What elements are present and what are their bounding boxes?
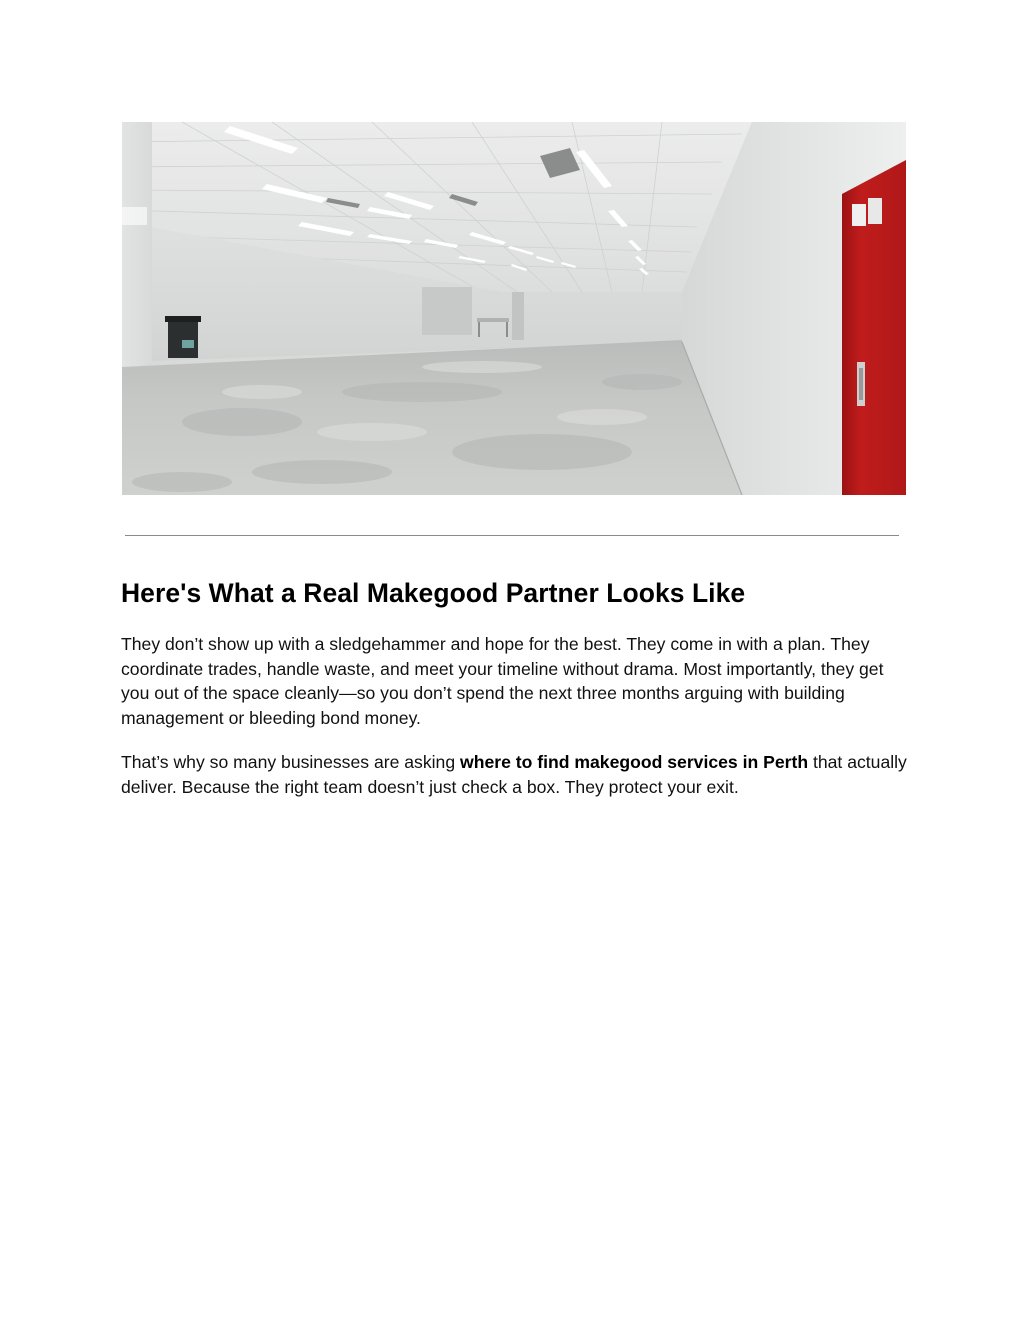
paragraph-text-after: that actually deliver. Because the right team doesn’t just check a box. They protect your exit.	[121, 752, 907, 797]
warehouse-illustration	[122, 122, 906, 495]
paragraph-text-before: That’s why so many businesses are asking	[121, 752, 461, 772]
horizontal-divider	[125, 535, 899, 536]
red-fire-door	[842, 160, 906, 495]
paragraph-partner-description: They don’t show up with a sledgehammer and hope for the best. They come in with a plan. They coordinate trades, handle waste, and meet your timeline without drama. Most importantly, they get you out of the space cleanly—so you don’t spend the next three months arguing with building management or bleeding bond money.	[121, 634, 884, 728]
section-heading: Here's What a Real Makegood Partner Looks Like	[121, 578, 746, 608]
back-doorway	[422, 287, 472, 335]
paragraph-why-businesses-ask	[121, 750, 911, 799]
wheelie-bin	[165, 316, 201, 358]
left-column	[122, 122, 152, 372]
empty-warehouse-photo	[122, 122, 906, 495]
bold-keyphrase: where to find makegood services in Perth	[460, 752, 809, 772]
